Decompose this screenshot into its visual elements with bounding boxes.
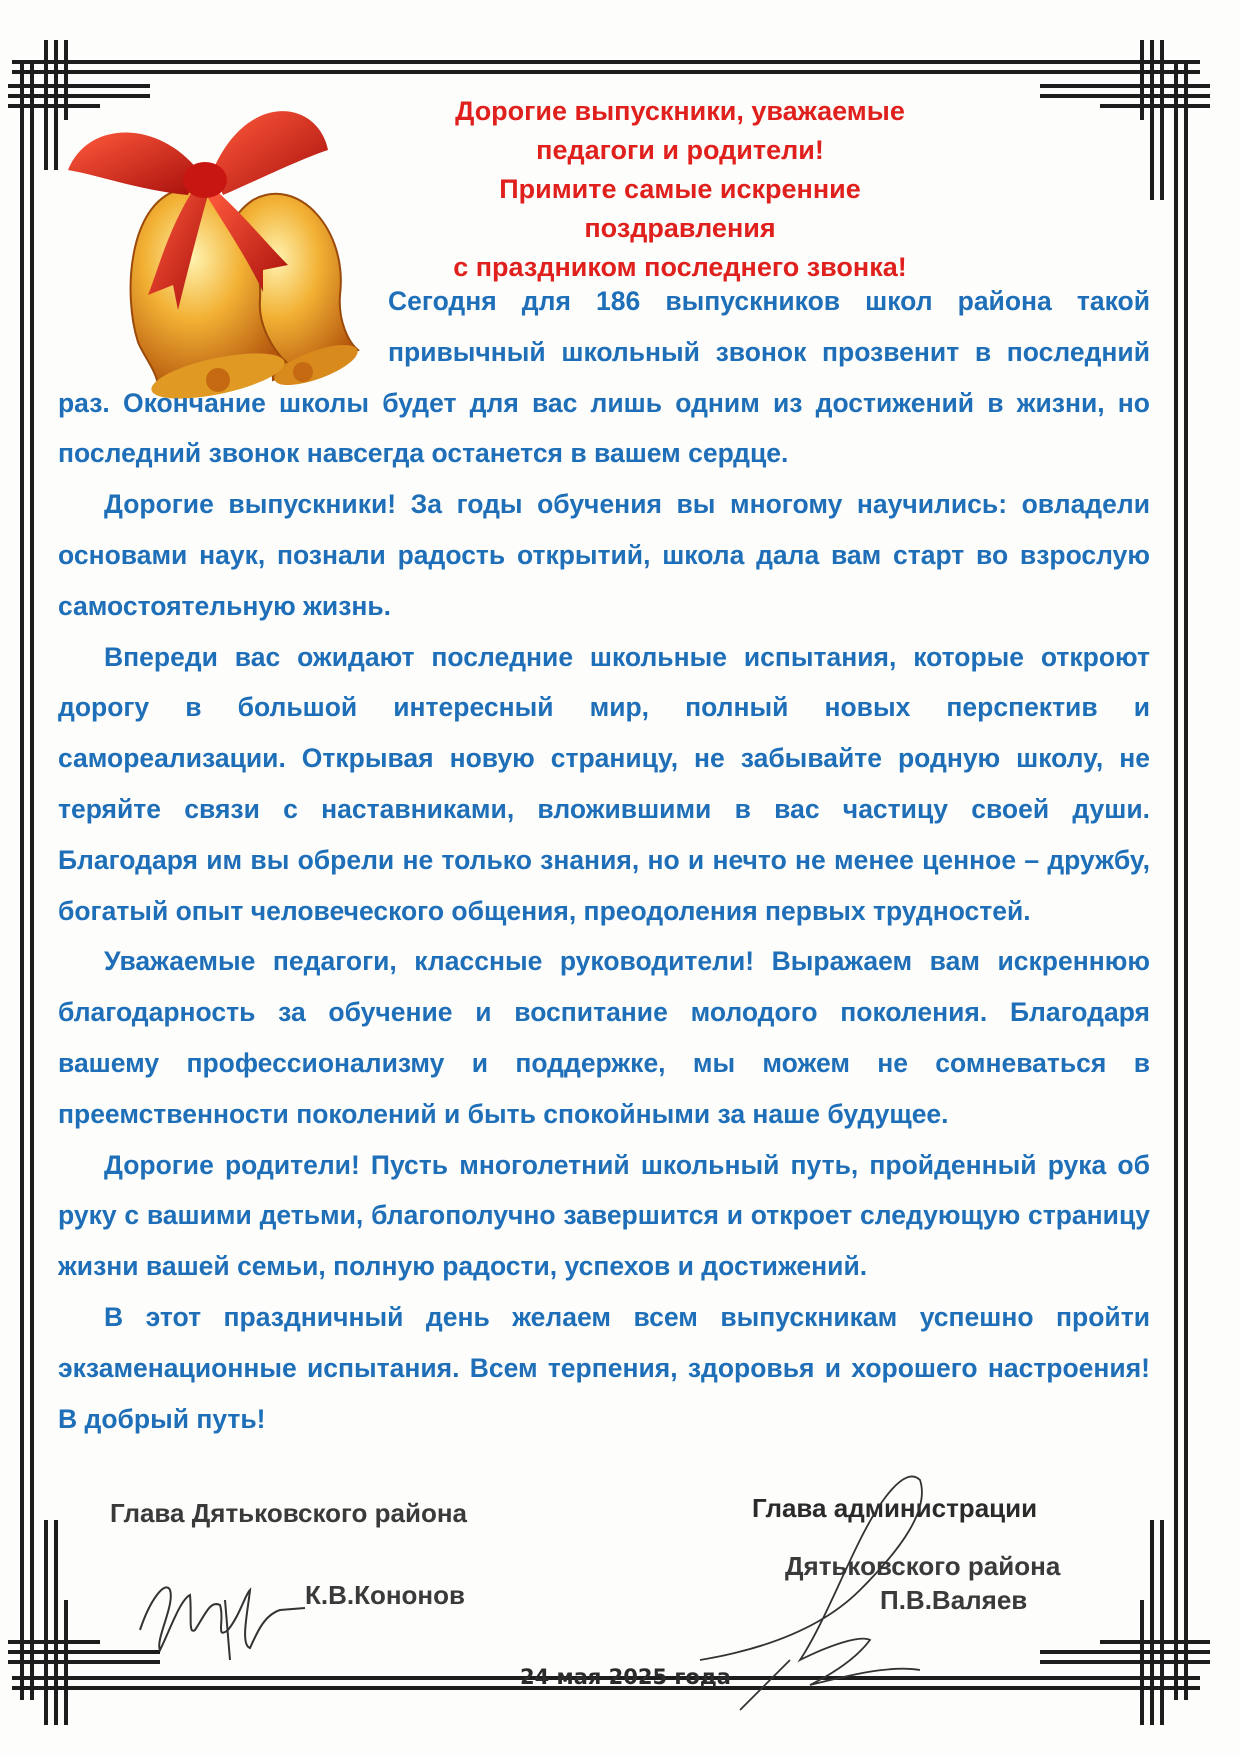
paragraph: Дорогие выпускники! За годы обучения вы многому научились: овладели основами наук, познали радость открытий, школа дала вам старт во взрослую самостоятельную жизнь. — [58, 489, 1150, 621]
left-signatory-title: Глава Дятьковского района — [110, 1498, 468, 1528]
paragraph: Дорогие родители! Пусть многолетний школьный путь, пройденный рука об руку с вашими детьми, благополучно завершится и откроет следующую страницу жизни вашей семьи, полную радости, успехов и достижений. — [58, 1149, 1150, 1282]
right-signatory-title: Глава администрации — [752, 1493, 1038, 1523]
letter-body — [58, 276, 1150, 1444]
heading-line: педагоги и родители! — [536, 135, 824, 165]
letter-date: 24 мая 2025 года — [520, 1665, 731, 1689]
heading-line: Примите самые искренние — [499, 174, 861, 204]
left-signatory-name: К.В.Кононов — [305, 1580, 465, 1610]
paragraph: Уважаемые педагоги, классные руководители! Выражаем вам искреннюю благодарность за обучение и воспитание молодого поколения. Благодаря вашему профессионализму и поддержке, мы можем не сомневаться в преемственности поколений и быть спокойными за наше будущее. — [58, 946, 1150, 1129]
right-signatory-name: П.В.Валяев — [880, 1585, 1028, 1615]
heading-line: с праздником последнего звонка! — [453, 252, 907, 282]
heading-line: поздравления — [584, 213, 776, 243]
paragraph: В этот праздничный день желаем всем выпускникам успешно пройти экзаменационные испытания. Всем терпения, здоровья и хорошего настроения! В добрый путь! — [58, 1301, 1150, 1434]
paragraph: Сегодня для 186 выпускников школ района такой привычный школьный звонок прозвенит в последний раз. Окончание школы будет для вас лишь одним из достижений в жизни, но последний звонок навсегда останется в вашем сердце. — [58, 286, 1150, 469]
left-handwritten-signature-icon — [130, 1560, 320, 1670]
heading-line: Дорогие выпускники, уважаемые — [455, 96, 905, 126]
bells-spacer — [58, 276, 388, 372]
greeting-heading — [400, 92, 960, 287]
right-signatory-title: Дятьковского района — [785, 1551, 1061, 1581]
paragraph: Впереди вас ожидают последние школьные испытания, которые откроют дорогу в большой интересный мир, полный новых перспектив и самореализации. Открывая новую страницу, не забывайте родную школу, не теряйте связи с наставниками, вложившими в вас частицу своей души. Благодаря им вы обрели не только знания, но и нечто не менее ценное – дружбу, богатый опыт человеческого общения, преодоления первых трудностей. — [58, 641, 1150, 926]
